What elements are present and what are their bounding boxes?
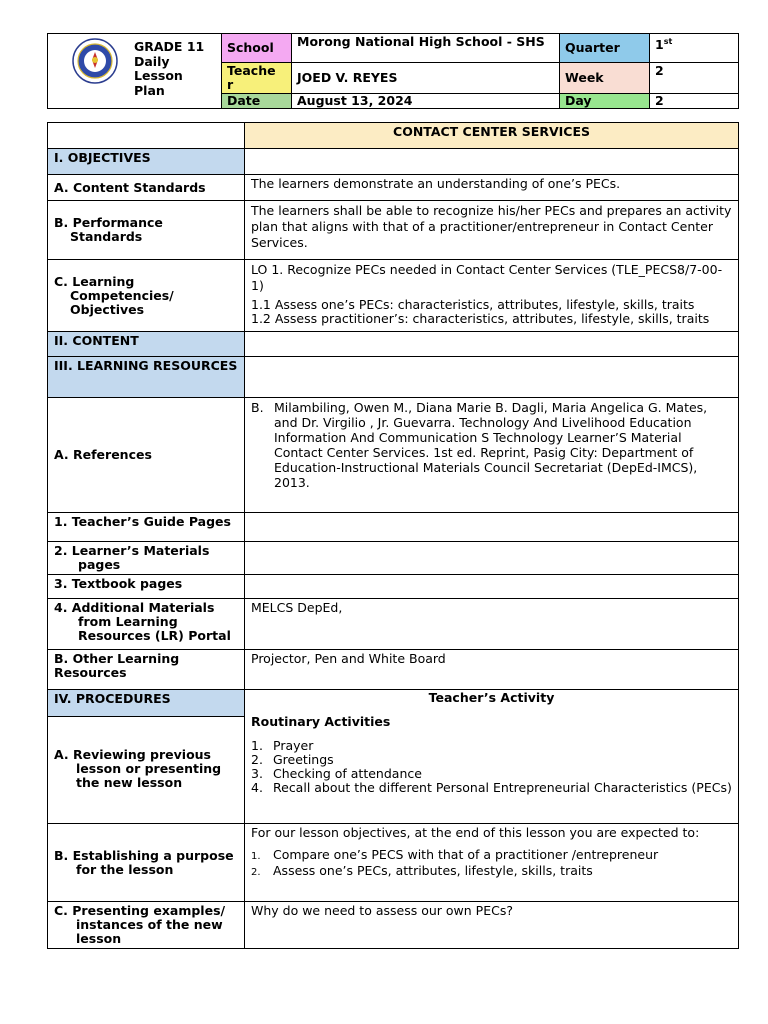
blank-cell <box>48 123 245 149</box>
blank-cell <box>245 542 739 575</box>
purpose-label-text: B. Establishing a purpose for the lesson <box>54 847 234 877</box>
textbook-pages-label <box>48 575 245 599</box>
references-text: Milambiling, Owen M., Diana Marie B. Dagli, Maria Angelica G. Mates, and Dr. Virgilio , Jr. Guevarra. Technology And Livelihood Education Information And Communication S Technology Learner’S Material Contact Center Services. 1st ed. Reprint, Pasig City: Department of Education-Instructional Materials Council Secretariat (DepEd-IMCS), 2013. <box>274 400 708 490</box>
list-item <box>251 767 732 781</box>
quarter-suffix: st <box>663 37 673 46</box>
quarter-value <box>650 34 739 63</box>
blank-cell <box>245 513 739 542</box>
resources-heading: III. LEARNING RESOURCES <box>48 357 245 398</box>
item-text: Greetings <box>273 752 334 767</box>
list-item <box>251 753 732 767</box>
competencies-label <box>48 260 245 332</box>
content-standards-label: A. Content Standards <box>48 175 245 201</box>
date-label: Date <box>222 94 292 109</box>
purpose-list <box>251 848 732 880</box>
learners-materials-label <box>48 542 245 575</box>
plan-line: Plan <box>134 82 165 98</box>
objectives-heading: I. OBJECTIVES <box>48 149 245 175</box>
additional-materials-text: MELCS DepEd, <box>245 599 739 650</box>
learners-materials-label-text: 2. Learner’s Materials pages <box>54 543 210 572</box>
item-number: 2. <box>251 752 263 767</box>
performance-standards-label <box>48 201 245 260</box>
competencies-label-text: C. Learning Competencies/ Objectives <box>54 273 174 317</box>
procedures-label-cell <box>48 690 245 824</box>
blank-cell <box>245 357 739 398</box>
item-text: Prayer <box>273 738 314 753</box>
competency-item: 1.1 Assess one’s PECs: characteristics, attributes, lifestyle, skills, traits <box>251 297 695 312</box>
quarter-number: 1 <box>655 37 664 53</box>
teacher-label: Teache r <box>222 63 292 94</box>
list-item <box>251 848 732 864</box>
date-value: August 13, 2024 <box>292 94 560 109</box>
plan-line: Daily <box>134 53 170 69</box>
additional-materials-label <box>48 599 245 650</box>
competencies-cell <box>245 260 739 332</box>
item-number: 1. <box>251 738 263 753</box>
grade-text: GRADE 11 <box>134 39 205 54</box>
examples-text: Why do we need to assess our own PECs? <box>245 902 739 949</box>
references-label: A. References <box>48 398 245 513</box>
header-table <box>47 33 739 109</box>
subject-title: CONTACT CENTER SERVICES <box>245 123 739 149</box>
blank-cell <box>245 575 739 599</box>
performance-standards-text: The learners shall be able to recognize his/her PECs and prepares an activity plan that aligns with that of a practitioner/entrepreneur in Contact Center Services. <box>245 201 739 260</box>
content-heading: II. CONTENT <box>48 332 245 357</box>
item-text: Checking of attendance <box>273 766 422 781</box>
examples-label <box>48 902 245 949</box>
item-number: 1. <box>251 851 261 862</box>
deped-seal-icon <box>72 38 118 84</box>
school-value: Morong National High School - SHS <box>292 34 560 63</box>
purpose-intro: For our lesson objectives, at the end of this lesson you are expected to: <box>251 825 700 840</box>
quarter-label: Quarter <box>560 34 650 63</box>
grade-plan-label <box>134 40 204 98</box>
plan-line: Lesson <box>134 68 183 83</box>
routinary-heading: Routinary Activities <box>251 714 391 729</box>
item-text: Compare one’s PECS with that of a practitioner /entrepreneur <box>273 847 659 862</box>
list-item <box>251 864 732 880</box>
week-value: 2 <box>650 63 739 94</box>
item-number: 4. <box>251 780 263 795</box>
references-cell <box>245 398 739 513</box>
purpose-label <box>48 824 245 902</box>
textbook-pages-label-text: 3. Textbook pages <box>54 576 183 591</box>
reviewing-label <box>48 717 244 790</box>
blank-cell <box>245 332 739 357</box>
other-resources-label: B. Other Learning Resources <box>48 650 245 690</box>
teacher-value: JOED V. REYES <box>292 63 560 94</box>
procedures-heading: IV. PROCEDURES <box>48 690 244 717</box>
teachers-guide-label <box>48 513 245 542</box>
list-item <box>251 781 732 795</box>
list-item <box>251 739 732 753</box>
other-resources-text: Projector, Pen and White Board <box>245 650 739 690</box>
item-text: Assess one’s PECs, attributes, lifestyle, skills, traits <box>273 863 593 878</box>
examples-label-text: C. Presenting examples/ instances of the new lesson <box>54 903 226 946</box>
references-marker: B. <box>251 400 264 415</box>
reviewing-label-text: A. Reviewing previous lesson or presenting the new lesson <box>54 747 222 790</box>
routinary-list <box>251 739 732 795</box>
item-text: Recall about the different Personal Entrepreneurial Characteristics (PECs) <box>273 780 732 795</box>
item-number: 2. <box>251 867 261 878</box>
day-value: 2 <box>650 94 739 109</box>
lesson-plan-table <box>47 122 739 949</box>
additional-materials-label-text: 4. Additional Materials from Learning Resources (LR) Portal <box>54 600 231 643</box>
day-label: Day <box>560 94 650 109</box>
teacher-activity-heading: Teacher’s Activity <box>428 690 555 705</box>
review-cell <box>245 690 739 824</box>
competencies-lo: LO 1. Recognize PECs needed in Contact Center Services (TLE_PECS8/7-00-1) <box>251 262 723 293</box>
performance-standards-label-text: B. Performance Standards <box>54 215 163 244</box>
competency-item: 1.2 Assess practitioner’s: characteristics, attributes, lifestyle, skills, traits <box>251 311 710 326</box>
week-label: Week <box>560 63 650 94</box>
content-standards-text: The learners demonstrate an understanding of one’s PECs. <box>245 175 739 201</box>
header-logo-cell <box>48 34 222 109</box>
school-label: School <box>222 34 292 63</box>
purpose-cell <box>245 824 739 902</box>
item-number: 3. <box>251 766 263 781</box>
teachers-guide-label-text: 1. Teacher’s Guide Pages <box>54 514 231 529</box>
blank-cell <box>245 149 739 175</box>
